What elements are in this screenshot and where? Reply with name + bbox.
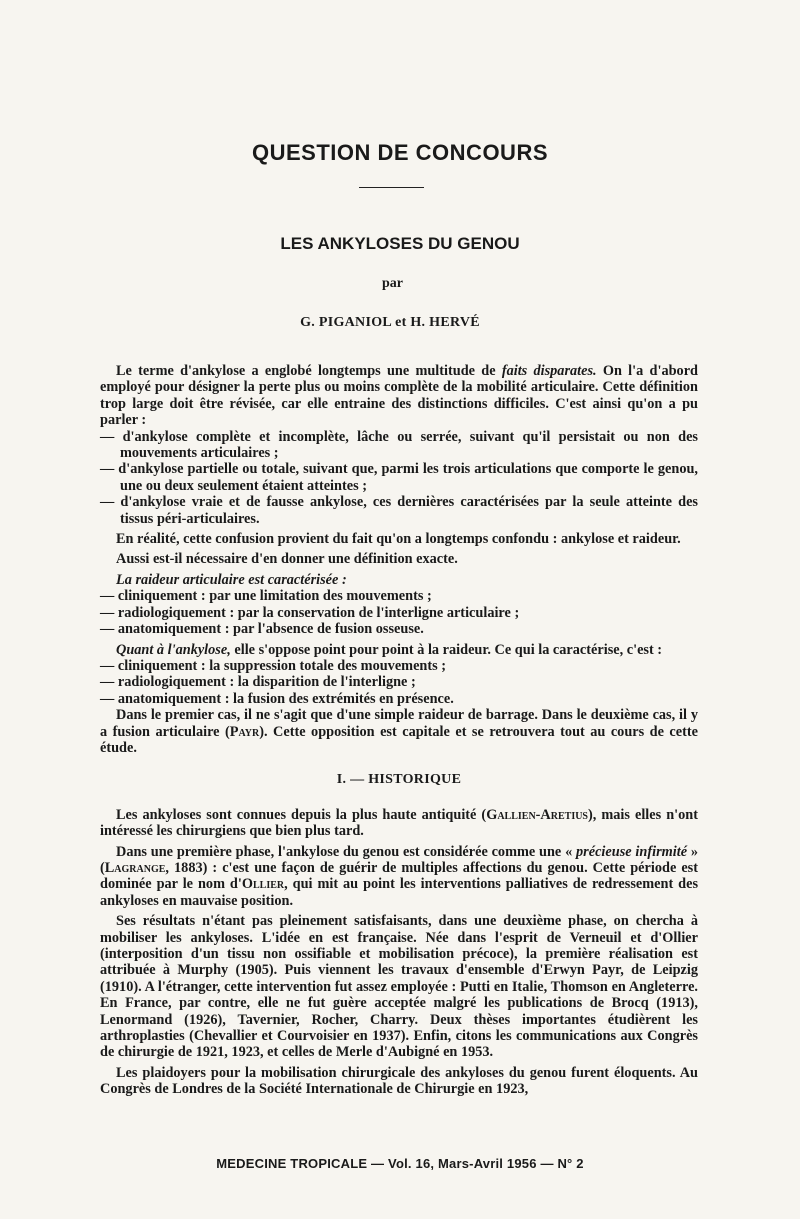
text-run: Dans une première phase, l'ankylose du genou est considérée comme une « [116,843,577,860]
list-item: — d'ankylose complète et incomplète, lâche ou serrée, suivant qu'il persistait ou non des mouvements articulaires ; [100,428,698,462]
text-run: Les ankyloses sont connues depuis la plus haute antiquité ( [116,806,487,823]
intro-paragraph-6 [100,707,698,756]
text-run: » ( [100,843,698,876]
italic-run: précieuse infirmité [576,843,688,860]
byline-par: par [382,276,403,291]
list-item: — cliniquement : par une limitation des mouvements ; [100,588,432,605]
authors: G. PIGANIOL et H. HERVÉ [300,315,480,330]
intro-paragraph-1 [100,363,698,429]
article-title: LES ANKYLOSES DU GENOU [280,234,520,253]
list-item: — anatomiquement : par l'absence de fusion osseuse. [100,621,424,638]
text-run: ). Cette opposition est capitale et se retrouvera tout au cours de cette étude. [100,723,698,756]
italic-run: faits disparates. [501,363,597,379]
intro-paragraph-2: En réalité, cette confusion provient du fait qu'on a longtemps confondu : ankylose et raideur. [116,531,681,548]
list-item: — cliniquement : la suppression totale des mouvements ; [100,657,447,674]
smallcaps-run: Gallien-Aretius [486,806,588,823]
list-item: — radiologiquement : par la conservation de l'interligne articulaire ; [100,604,520,621]
section-paragraph-2 [100,844,698,910]
text-run: , 1883) : c'est une façon de guérir de multiples affections du genou. Cette période est dominée par le nom d' [100,859,698,893]
text-run: Dans le premier cas, il ne s'agit que d'une simple raideur de barrage. Dans le deuxième cas, il y a fusion articulaire ( [100,707,698,740]
list-item: — anatomiquement : la fusion des extrémités en présence. [100,690,454,707]
section-paragraph-1 [100,807,698,840]
text-run: On l'a d'abord employé pour désigner la perte plus ou moins complète de la mobilité articulaire. Cette définition trop large doit être révisée, car elle entraine des distinctions difficiles. C'est ainsi qu'on a pu parler : [100,363,698,429]
page-footer: MEDECINE TROPICALE — Vol. 16, Mars-Avril 1956 — N° 2 [216,1156,584,1171]
list-item: — d'ankylose partielle ou totale, suivant que, parmi les trois articulations que comporte le genou, une ou deux seulement étaient atteintes ; [100,461,698,494]
article-body [100,363,698,1098]
title-divider [359,187,424,188]
intro-paragraph-5 [100,642,698,658]
smallcaps-run: Lagrange [104,859,166,876]
list-item: — d'ankylose vraie et de fausse ankylose, ces dernières caractérisées par la seule atteinte des tissus péri-articulaires. [100,494,698,527]
list-item: — radiologiquement : la disparition de l'interligne ; [100,674,416,691]
intro-paragraph-3: Aussi est-il nécessaire d'en donner une définition exacte. [116,551,458,568]
section-heading: I. — HISTORIQUE [336,772,462,788]
italic-run: Quant à l'ankylose, [116,641,231,658]
section-paragraph-4: Les plaidoyers pour la mobilisation chirurgicale des ankyloses du genou furent éloquents. Au Congrès de Londres de la Société Internationale de Chirurgie en 1923, [100,1064,698,1098]
section-paragraph-3: Ses résultats n'étant pas pleinement satisfaisants, dans une deuxième phase, on chercha à mobiliser les ankyloses. L'idée en est française. Née dans l'esprit de Verneuil et d'Ollier (interposition d'un tissu non ossifiable et mobilisation précoce), la première réalisation est attribuée à Murphy (1905). Puis viennent les travaux d'ensemble d'Erwyn Payr, de Leipzig (1910). A l'étranger, cette intervention fut assez employée : Putti en Italie, Thomson en Angleterre. En France, par contre, elle ne fut guère acceptée malgré les publications de Brocq (1913), Lenormand (1926), Tavernier, Rocher, Charry. Deux thèses importantes étudièrent les arthroplasties (Chevallier et Courvoisier en 1937). Enfin, citons les communications aux Congrès de chirurgie de 1921, 1923, et celles de Merle d'Aubigné en 1953. [100,913,698,1061]
smallcaps-run: Ollier [241,876,285,893]
italic-run: La raideur articulaire est caractérisée : [116,571,347,588]
text-run: ), mais elles n'ont intéressé les chirurgiens que bien plus tard. [100,806,698,840]
text-run: Le terme d'ankylose a englobé longtemps une multitude de [116,363,502,379]
text-run: , qui mit au point les interventions palliatives de redressement des ankyloses en mauvaise position. [100,876,699,909]
text-run: elle s'oppose point pour point à la raideur. Ce qui la caractérise, c'est : [230,641,663,658]
intro-paragraph-4 [100,572,698,588]
main-title: QUESTION DE CONCOURS [251,140,549,165]
smallcaps-run: Payr [229,723,260,740]
